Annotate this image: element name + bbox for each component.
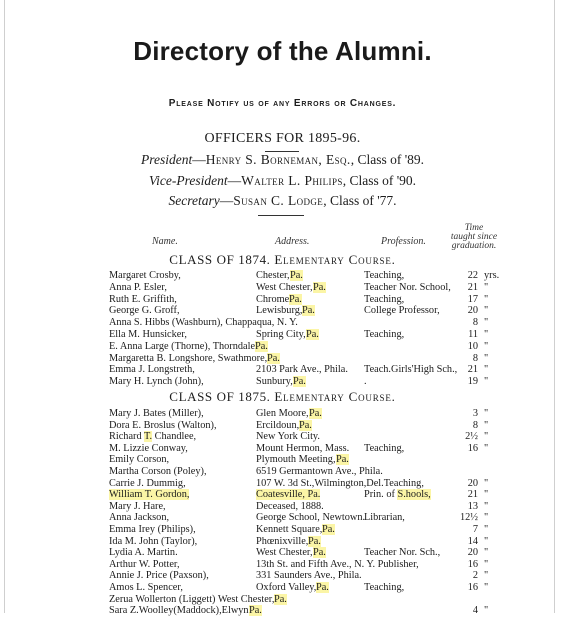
alumni-years: 3 (472, 408, 478, 419)
alumni-years-unit: " (484, 329, 489, 340)
alumni-row (0, 317, 565, 329)
column-header-time-line: Time (464, 223, 484, 233)
officer-role: President (140, 152, 193, 167)
officer-class: , Class of '77. (323, 193, 397, 208)
alumni-name: Mary J. Hare, (109, 501, 166, 512)
alumni-name: Dora E. Broslus (Walton), (109, 420, 217, 431)
alumni-years: 17 (467, 294, 478, 305)
alumni-state: Pa. (299, 420, 312, 431)
alumni-row (0, 305, 565, 317)
class-heading-1875 (0, 389, 565, 405)
alumni-state: Pa. (313, 282, 326, 293)
alumni-row (0, 376, 565, 388)
page-title: Directory of the Alumni. (133, 36, 432, 66)
errors-notice: Please Notify us of any Errors or Changes. (168, 98, 397, 109)
alumni-state: Pa. (316, 582, 329, 593)
alumni-profession: Librarian, (364, 512, 405, 523)
alumni-row (0, 364, 565, 376)
alumni-profession: Teacher Nor. Sch., (364, 547, 441, 558)
column-header-time-line: graduation. (451, 241, 497, 251)
alumni-address: Plymouth Meeting, (256, 454, 336, 465)
alumni-row (0, 329, 565, 341)
alumni-state: Pa. (289, 294, 302, 305)
alumni-name: Carrie J. Dummig, (109, 478, 186, 489)
alumni-years-unit: " (484, 524, 489, 535)
divider (258, 215, 304, 216)
alumni-name: Margaret Crosby, (109, 270, 181, 281)
alumni-state: Pa. (306, 329, 319, 340)
alumni-address: Chester, (256, 270, 290, 281)
alumni-years: 11 (468, 329, 478, 340)
alumni-name: Ella M. Hunsicker, (109, 329, 187, 340)
alumni-row (0, 454, 565, 466)
alumni-years-unit: " (484, 282, 489, 293)
alumni-state: Pa. (308, 536, 321, 547)
alumni-row (0, 341, 565, 353)
alumni-years-unit: " (484, 570, 489, 581)
officer-class: , Class of '89. (350, 152, 425, 167)
alumni-address: Sunbury, (256, 376, 293, 387)
alumni-row (0, 547, 565, 559)
alumni-years: 22 (467, 270, 478, 281)
alumni-years-unit: " (484, 443, 489, 454)
alumni-row (0, 570, 565, 582)
alumni-address: Kennett Square, (256, 524, 323, 535)
alumni-years: 7 (472, 524, 478, 535)
alumni-address: Mount Hermon, Mass. (256, 443, 350, 454)
alumni-years-unit: " (484, 512, 489, 523)
alumni-name: Ida M. John (Taylor), (109, 536, 198, 547)
alumni-name: Emma Irey (Philips), (109, 524, 196, 535)
class-course: Elementary Course. (274, 252, 396, 267)
alumni-address: 2103 Park Ave., Phila. (256, 364, 348, 375)
alumni-state: Pa. (274, 594, 287, 605)
alumni-name: Annie J. Price (Paxson), (109, 570, 209, 581)
officer-role: Vice-President (148, 173, 228, 188)
alumni-name: Martha Corson (Poley), (109, 466, 207, 477)
alumni-state: Pa. (313, 547, 326, 558)
officers-heading: OFFICERS FOR 1895-96. (204, 131, 361, 146)
alumni-years: 16 (467, 443, 478, 454)
alumni-name: Mary H. Lynch (John), (109, 376, 204, 387)
alumni-row (0, 512, 565, 524)
column-header-profession: Profession. (381, 236, 426, 247)
alumni-row (0, 282, 565, 294)
alumni-years: 8 (472, 317, 478, 328)
class-heading-1874 (0, 252, 565, 268)
alumni-years-unit: " (484, 501, 489, 512)
alumni-years: 20 (467, 305, 478, 316)
alumni-years-unit: " (484, 582, 489, 593)
column-header-time-line: taught since (450, 232, 498, 242)
alumni-row (0, 408, 565, 420)
alumni-years-unit: " (484, 420, 489, 431)
alumni-name: Emily Corson, (109, 454, 170, 465)
alumni-years-unit: " (484, 536, 489, 547)
alumni-years: 20 (467, 547, 478, 558)
alumni-address: Spring City, (256, 329, 306, 340)
alumni-years: 21 (467, 282, 478, 293)
alumni-row (0, 489, 565, 501)
alumni-address: George School, Newtown. (256, 512, 366, 523)
alumni-state: Pa. (267, 353, 280, 364)
alumni-profession: Teaching, (364, 294, 405, 305)
alumni-profession: Teaching, (364, 270, 405, 281)
alumni-name: Ruth E. Griffith, (109, 294, 177, 305)
alumni-years-unit: " (484, 559, 489, 570)
officer-role: Secretary (168, 193, 220, 208)
alumni-years-unit: yrs. (484, 270, 500, 281)
alumni-years-unit: " (484, 341, 489, 352)
officer-vice-president: Vice-President—Walter L. Philips, Class of '90. (148, 173, 417, 188)
alumni-years-unit: " (484, 294, 489, 305)
alumni-row (0, 582, 565, 594)
alumni-state: Pa. (322, 524, 335, 535)
alumni-address: Ercildoun, (256, 420, 300, 431)
alumni-name: William T. Gordon, (109, 489, 190, 500)
alumni-state: Pa. (290, 270, 303, 281)
alumni-address: Glen Moore, (256, 408, 309, 419)
column-header-name: Name. (152, 236, 178, 247)
officer-secretary: Secretary—Susan C. Lodge, Class of '77. (168, 193, 397, 208)
alumni-name: Richard T. Chandlee, (109, 431, 197, 442)
alumni-name: Margaretta B. Longshore, Swathmore, (109, 353, 268, 364)
alumni-years: 2½ (465, 431, 478, 442)
column-header-address: Address. (275, 236, 310, 247)
alumni-address: 331 Saunders Ave., Phila. (256, 570, 362, 581)
alumni-profession: Prin. of S.hools, (364, 489, 431, 500)
alumni-years-unit: " (484, 364, 489, 375)
alumni-address: 13th St. and Fifth Ave., N. Y. Publisher, (256, 559, 419, 570)
alumni-address: Deceased, 1888. (256, 501, 324, 512)
officer-name: Walter L. Philips (241, 173, 343, 188)
alumni-name: Sara Z.Woolley(Maddock),Elwyn (109, 605, 249, 616)
alumni-row (0, 605, 565, 617)
alumni-state: Pa. (309, 408, 322, 419)
alumni-state: Pa. (302, 305, 315, 316)
alumni-name: E. Anna Large (Thorne), Thorndale (109, 341, 256, 352)
alumni-address: New York City. (256, 431, 320, 442)
alumni-name: Mary J. Bates (Miller), (109, 408, 204, 419)
class-year: CLASS OF 1875. (169, 389, 271, 404)
alumni-years-unit: " (484, 353, 489, 364)
column-header-time (442, 224, 506, 251)
alumni-address: Oxford Valley, (256, 582, 317, 593)
alumni-years: 21 (467, 364, 478, 375)
alumni-name: Emma J. Longstreth, (109, 364, 195, 375)
alumni-years: 21 (467, 489, 478, 500)
alumni-address: West Chester, (256, 547, 313, 558)
alumni-profession: Teaching, (364, 582, 405, 593)
alumni-name: Lydia A. Martin. (109, 547, 178, 558)
alumni-years: 13 (467, 501, 478, 512)
alumni-state: Pa. (293, 376, 306, 387)
alumni-name: M. Lizzie Conway, (109, 443, 188, 454)
alumni-name: Arthur W. Potter, (109, 559, 180, 570)
class-course: Elementary Course. (274, 389, 396, 404)
alumni-name: Anna S. Hibbs (Washburn), Chappaqua, N. Y. (109, 317, 298, 328)
officer-class: , Class of '90. (342, 173, 417, 188)
alumni-address: Lewisburg, (256, 305, 303, 316)
alumni-profession: Teach.Girls'High Sch., (364, 364, 458, 375)
alumni-row (0, 431, 565, 443)
alumni-years-unit: " (484, 478, 489, 489)
officer-name: Henry S. Borneman, Esq. (205, 152, 351, 167)
class-year: CLASS OF 1874. (169, 252, 271, 267)
alumni-name: George G. Groff, (109, 305, 180, 316)
alumni-years: 19 (467, 376, 478, 387)
alumni-row (0, 270, 565, 282)
alumni-years: 8 (472, 353, 478, 364)
alumni-years: 20 (467, 478, 478, 489)
alumni-name: Anna Jackson, (109, 512, 170, 523)
alumni-years: 12½ (459, 512, 478, 523)
alumni-years: 2 (472, 570, 478, 581)
alumni-years-unit: " (484, 408, 489, 419)
alumni-address: 107 W. 3d St.,Wilmington,Del.Teaching, (256, 478, 424, 489)
alumni-address: Phœnixville, (256, 536, 309, 547)
alumni-address: Coatesville, Pa. (256, 489, 321, 500)
alumni-state: Pa. (336, 454, 349, 465)
alumni-profession: Teacher Nor. School, (364, 282, 451, 293)
alumni-row (0, 524, 565, 536)
alumni-name: Zerua Wollerton (Liggett) West Chester, (109, 594, 275, 605)
alumni-years: 14 (467, 536, 478, 547)
alumni-years-unit: " (484, 431, 489, 442)
alumni-years-unit: " (484, 547, 489, 558)
officer-name: Susan C. Lodge (233, 193, 324, 208)
alumni-name: Amos L. Spencer, (109, 582, 183, 593)
alumni-years-unit: " (484, 376, 489, 387)
alumni-years-unit: " (484, 305, 489, 316)
alumni-profession: College Professor, (364, 305, 440, 316)
alumni-name: Anna P. Esler, (109, 282, 167, 293)
alumni-row (0, 466, 565, 478)
officer-president: President—Henry S. Borneman, Esq., Class of '89. (140, 152, 425, 167)
alumni-years-unit: " (484, 489, 489, 500)
alumni-years-unit: " (484, 317, 489, 328)
alumni-years: 10 (467, 341, 478, 352)
alumni-years: 16 (467, 559, 478, 570)
alumni-address: 6519 Germantown Ave., Phila. (256, 466, 383, 477)
alumni-profession: Teaching, (364, 329, 405, 340)
alumni-years-unit: " (484, 605, 489, 616)
alumni-profession: Teaching, (364, 443, 405, 454)
alumni-state: Pa. (249, 605, 262, 616)
alumni-profession: . (364, 376, 367, 387)
alumni-years: 4 (472, 605, 478, 616)
alumni-address: Chrome (256, 294, 290, 305)
alumni-state: Pa. (255, 341, 268, 352)
alumni-years: 16 (467, 582, 478, 593)
alumni-years: 8 (472, 420, 478, 431)
alumni-address: West Chester, (256, 282, 313, 293)
